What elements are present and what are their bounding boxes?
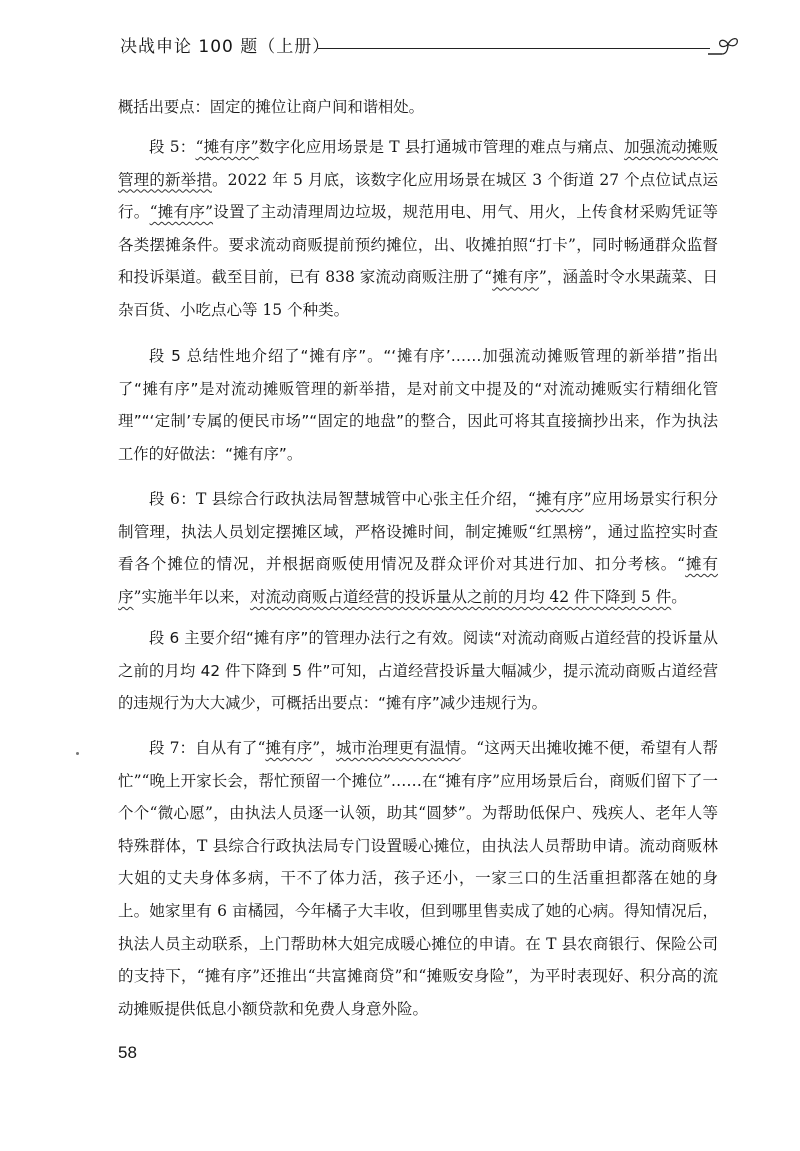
analysis-6-text: 段 6 主要介绍“摊有序”的管理办法行之有效。阅读“对流动商贩占道经营的投诉量从之前的月均 42 件下降到 5 件”可知，占道经营投诉量大幅减少，提示流动商贩占道经营的违规行为大大减少，可概括出要点：“摊有序”减少违规行为。 <box>118 629 718 713</box>
source-paragraph-5 <box>118 131 718 327</box>
p5-app-name-underlined-3: 摊有序 <box>492 268 539 287</box>
source-paragraph-7 <box>118 732 718 1025</box>
book-title: 决战申论 100 题（上册） <box>120 37 331 57</box>
p6-app-name-underlined-2: 摊有序 <box>118 555 718 606</box>
p5-text-2: 。2022 年 5 月底，该数字化应用场景在城区 3 个街道 27 个点位试点运行。 <box>118 170 718 222</box>
header-rule <box>318 48 710 49</box>
p5-text-4: ”，涵盖时令水果蔬菜、日杂百货、小吃点心等 15 个种类。 <box>118 268 718 319</box>
p7-text-1: 段 7：自从有了“ <box>149 739 266 757</box>
p5-app-name-underlined: “摊有序” <box>195 138 259 156</box>
sprout-icon <box>706 34 746 62</box>
summary-point-paragraph <box>118 91 718 124</box>
page-number: 58 <box>118 1043 137 1062</box>
p5-key-phrase-underlined: 加强流动摊贩管理的新举措 <box>118 138 718 189</box>
p5-text-3: 设置了主动清理周边垃圾，规范用电、用气、用火，上传食材采购凭证等各类摆摊条件。要求流动商贩提前预约摊位，出、收摊拍照“打卡”，同时畅通群众监督和投诉渠道。截至目前，已有 838 家流动商贩注册了“ <box>118 203 718 287</box>
p5-app-name-underlined-2: “摊有序” <box>149 203 214 222</box>
running-header <box>120 36 740 60</box>
p6-text-2: ”应用场景实行积分制管理，执法人员划定摆摊区域，严格设摊时间，制定摊贩“红黑榜”，通过监控实时查看各个摊位的情况，并根据商贩使用情况及群众评价对其进行加、扣分考核。“ <box>118 490 718 574</box>
p6-app-name-underlined: 摊有序 <box>535 490 584 508</box>
analysis-5-text: 段 5 总结性地介绍了“摊有序”。“‘摊有序’……加强流动摊贩管理的新举措”指出了“摊有序”是对流动摊贩管理的新举措，是对前文中提及的“对流动摊贩实行精细化管理”“‘定制’专属的便民市场”“固定的地盘”的整合，因此可将其直接摘抄出来，作为执法工作的好做法：“摊有序”。 <box>118 347 718 463</box>
analysis-paragraph-5 <box>118 340 718 470</box>
scan-margin-mark <box>76 752 79 755</box>
p7-text-2: ”， <box>312 739 336 757</box>
summary-point-text: 概括出要点：固定的摊位让商户间和谐相处。 <box>118 98 424 116</box>
p7-text-3: 。“这两天出摊收摊不便，希望有人帮忙”“晚上开家长会，帮忙预留一个摊位”……在“摊有序”应用场景后台，商贩们留下了一个个“微心愿”，由执法人员逐一认领，助其“圆梦”。为帮助低保户、残疾人、老年人等特殊群体，T 县综合行政执法局专门设置暖心摊位，由执法人员帮助申请。流动商贩林大姐的丈夫身体多病，干不了体力活，孩子还小，一家三口的生活重担都落在她的身上。她家里有 6 亩橘园，今年橘子大丰收，但到哪里售卖成了她的心病。得知情况后，执法人员主动联系，上门帮助林大姐完成暖心摊位的申请。在 T 县农商银行、保险公司的支持下，“摊有序”还推出“共富摊商贷”和“摊贩安身险”，为平时表现好、积分高的流动摊贩提供低息小额贷款和免费人身意外险。 <box>118 739 718 1018</box>
p6-text-1: 段 6：T 县综合行政执法局智慧城管中心张主任介绍，“ <box>149 490 536 508</box>
source-paragraph-6 <box>118 483 718 613</box>
p6-key-phrase-underlined: 对流动商贩占道经营的投诉量从之前的月均 42 件下降到 5 件 <box>249 587 672 606</box>
p5-text-1: 数字化应用场景是 T 县打通城市管理的难点与痛点、 <box>258 138 625 156</box>
p7-key-phrase-underlined: 城市治理更有温情 <box>335 739 461 757</box>
p6-text-3: ”实施半年以来， <box>133 587 250 606</box>
p7-app-name-underlined: 摊有序 <box>265 739 313 757</box>
p5-prefix: 段 5： <box>149 138 196 156</box>
analysis-paragraph-6 <box>118 622 718 720</box>
p6-text-4: 。 <box>671 587 687 606</box>
